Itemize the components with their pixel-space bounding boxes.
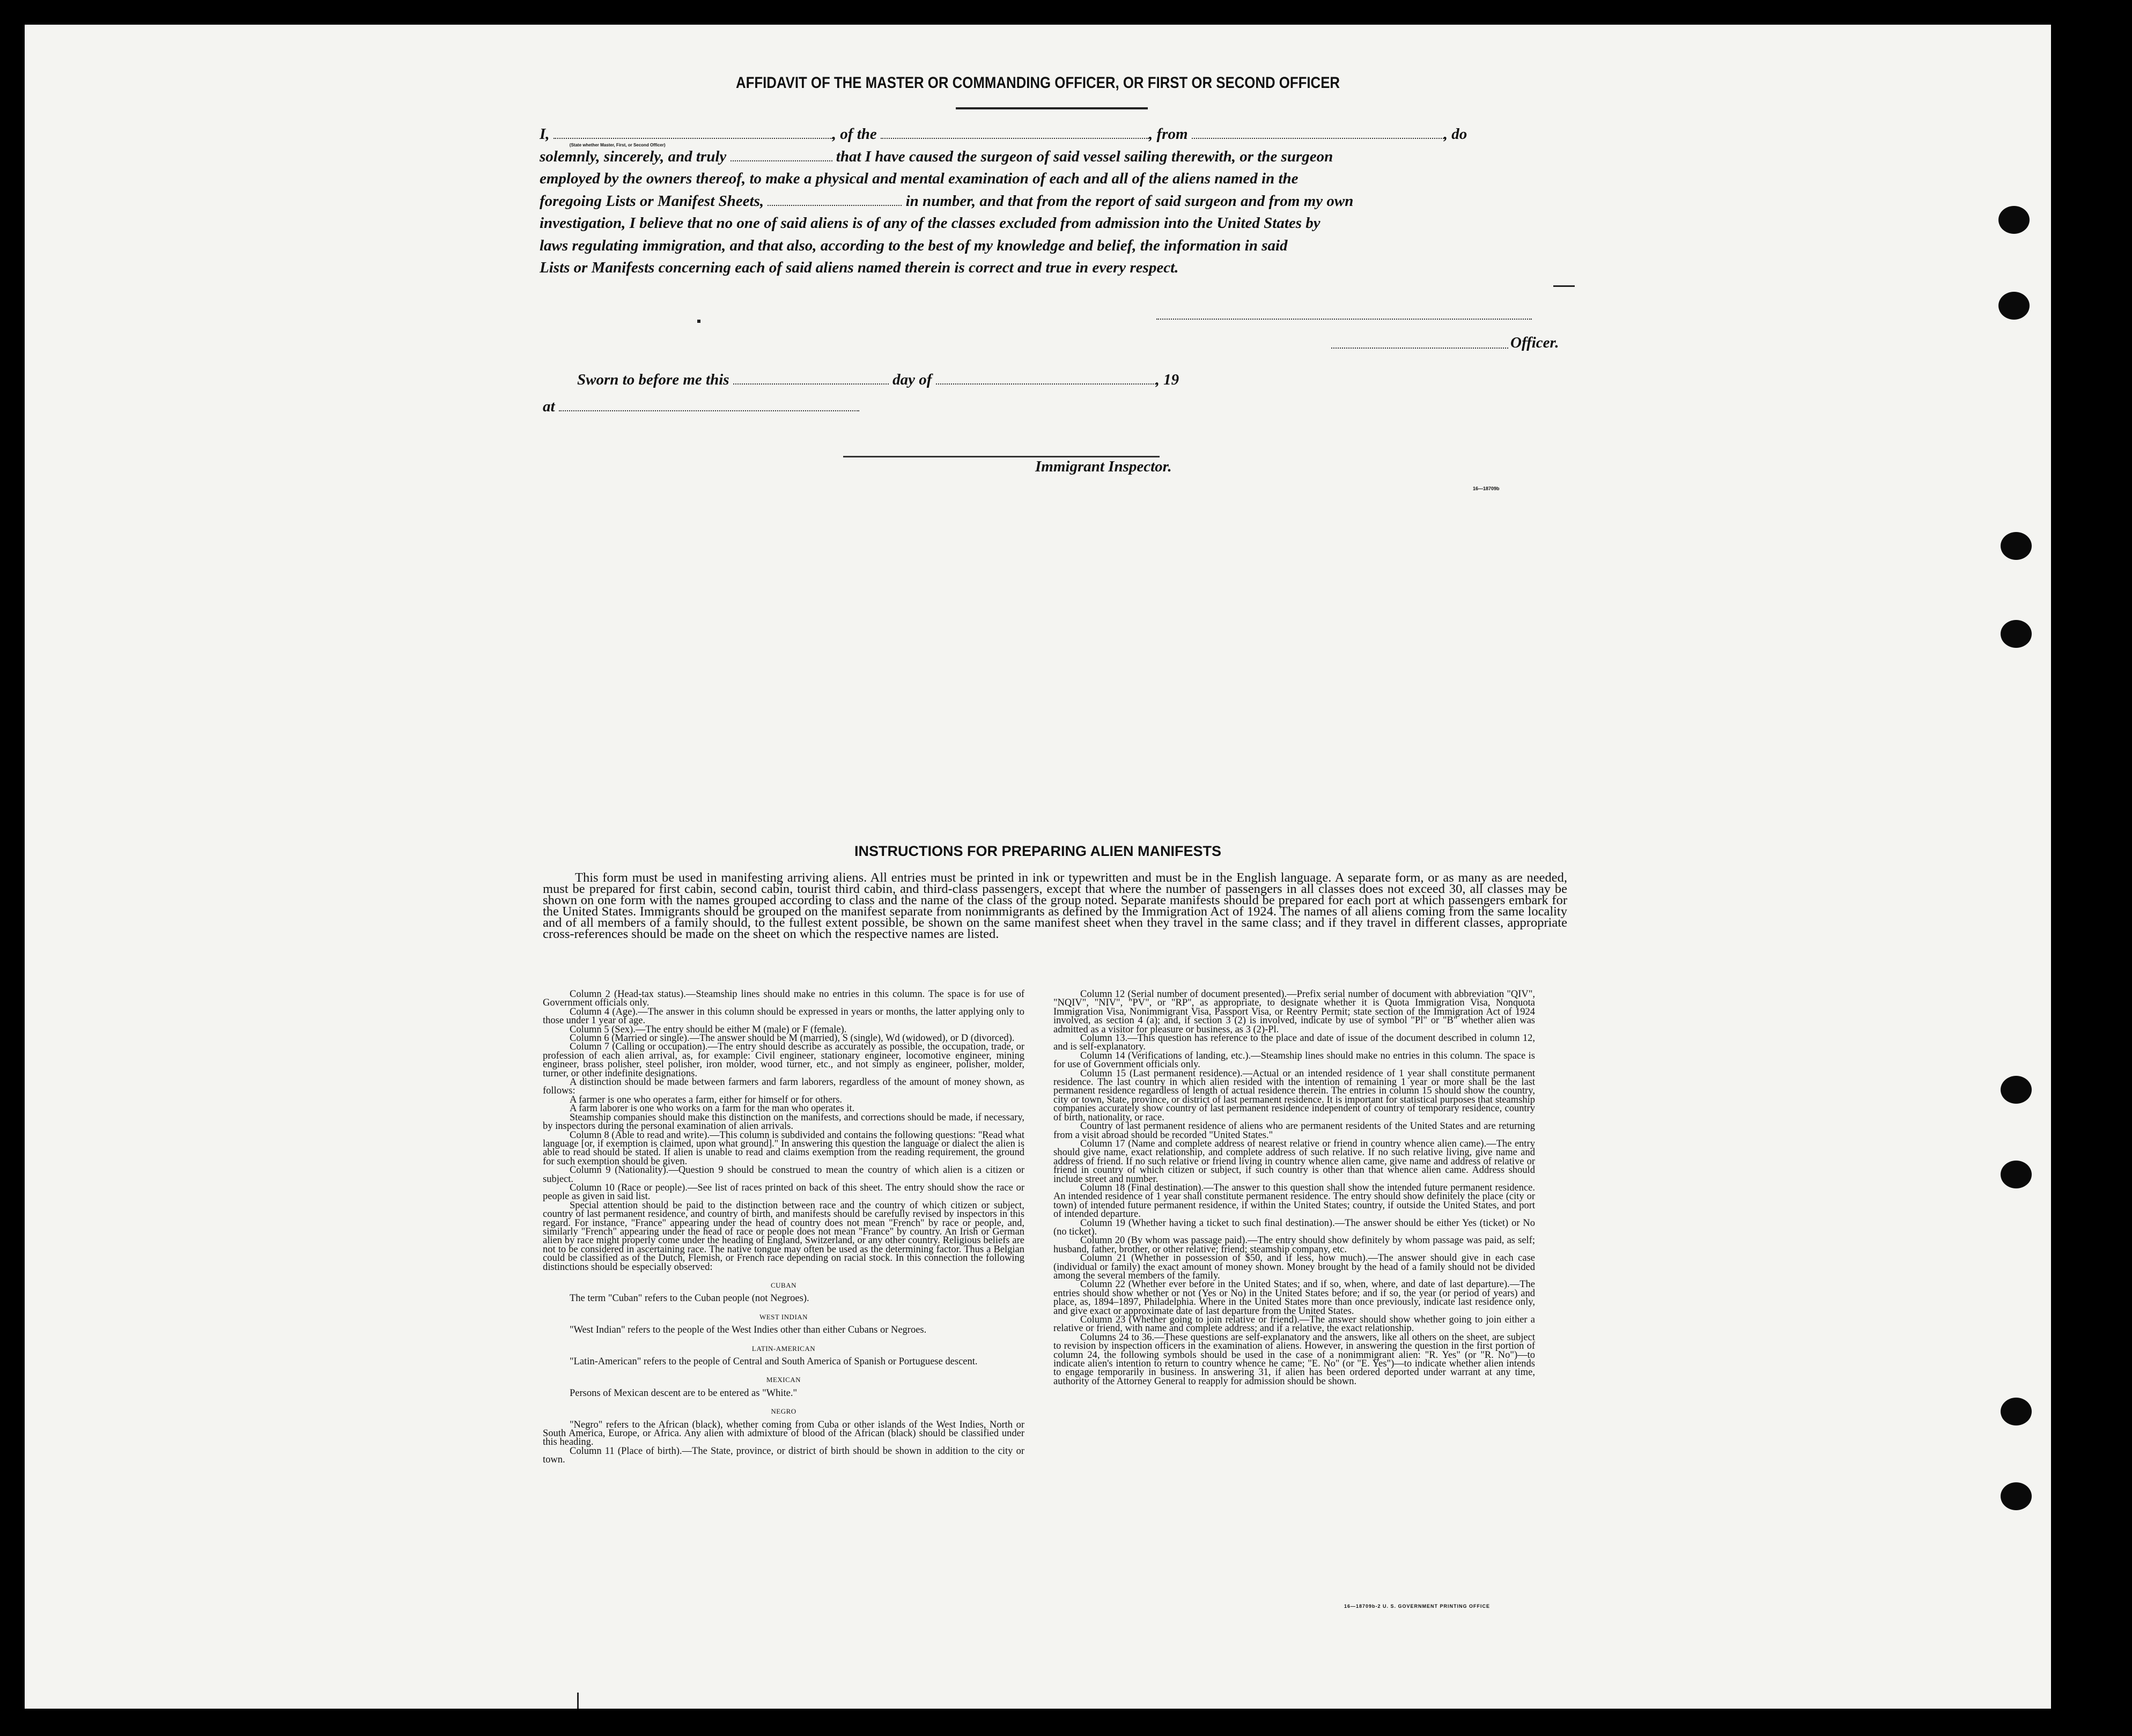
instruction-paragraph: Columns 24 to 36.—These questions are self-explanatory and the answers, like all others on the sheet, are subject to revision by inspection officers in the examination of aliens. However, in answering the question in the first portion of column 24, the following symbols should be used in the case of a nonimmigrant alien: "R. Yes" (or "R. No")—to indicate alien's intention to return to country whence he came; "E. No" (or "E. Yes")—to indicate whether alien intends to engage temporarily in business. In answering 31, if alien has been ordered deported under warrant at any time, authority of the Attorney General to reapply for admission should be shown.: [1053, 1332, 1535, 1387]
instruction-paragraph: Column 20 (By whom was passage paid).—The entry should show definitely by whom passage was paid, as self; husband, father, brother, or other relative; friend; steamship company, etc.: [1053, 1235, 1535, 1255]
footer-code: 16—18709b-2 U. S. GOVERNMENT PRINTING OFFICE: [1344, 1604, 1491, 1609]
instruction-paragraph: Persons of Mexican descent are to be entered as "White.": [570, 1387, 798, 1399]
instruction-paragraph: Column 2 (Head-tax status).—Steamship lines should make no entries in this column. The space is for use of Government officials only.: [543, 989, 1024, 1009]
section-heading-cuban: CUBAN: [770, 1281, 796, 1289]
instruction-paragraph: A distinction should be made between farmers and farm laborers, regardless of the amount of money shown, as follows:: [543, 1077, 1024, 1097]
instruction-paragraph: Steamship companies should make this distinction on the manifests, and corrections should be made, if necessary, by inspectors during the personal examination of alien arrivals.: [543, 1112, 1024, 1132]
affidavit-text-fragment: that I have caused the surgeon of said vessel sailing therewith, or the surgeon: [836, 147, 1333, 165]
sworn-month-blank[interactable]: [936, 369, 1156, 385]
affidavit-line-1: [540, 123, 1585, 146]
instruction-paragraph: Column 23 (Whether going to join relative or friend).—The answer should show whether going to join either a relative or friend, with name and complete address; and if a relative, the exact relationship.: [1053, 1314, 1535, 1334]
instruction-paragraph: Column 5 (Sex).—The entry should be either M (male) or F (female).: [570, 1024, 847, 1035]
instruction-paragraph: Column 18 (Final destination).—The answer to this question shall show the intended future permanent residence. An intended residence of 1 year shall constitute permanent residence. The entry should show definitely the place (city or town) of intended future permanent residence, if within the United States; country, if outside the United States, and port of intended departure.: [1053, 1182, 1535, 1220]
affidavit-line-7: Lists or Manifests concerning each of said aliens named therein is correct and true in every respect.: [540, 259, 1179, 276]
place-blank[interactable]: [559, 396, 859, 411]
punch-hole: [1998, 292, 2030, 320]
instruction-paragraph: Column 17 (Name and complete address of nearest relative or friend in country whence alien came).—The entry should give name, exact relationship, and complete address of such relative. If no such relative living, give name and address of friend. If no such relative or friend living in country whence alien came, give name and address of relative or friend in country of which citizen or subject, if such country is other than that whence alien came. Address should include street and number.: [1053, 1138, 1535, 1185]
at-line: [543, 396, 859, 416]
affidavit-text-fragment: , do: [1443, 125, 1467, 143]
instruction-paragraph: Column 4 (Age).—The answer in this column should be expressed in years or months, the latter applying only to those under 1 year of age.: [543, 1006, 1024, 1026]
instruction-paragraph: Column 9 (Nationality).—Question 9 should be construed to mean the country of which alien is a citizen or subject.: [543, 1165, 1024, 1185]
document-page: [25, 25, 2051, 1709]
instructions-intro: This form must be used in manifesting arriving aliens. All entries must be printed in ink or typewritten and must be in the English language. A separate form, or as many as are needed, must be prepared for first cabin, second cabin, tourist third cabin, and third-class passengers, except that where the number of passengers in all classes does not exceed 30, all classes may be shown on one form with the names grouped according to class and the name of the class of the group noted. Separate manifests should be prepared for each port at which passengers embark for the United States. Immigrants should be grouped on the manifest separate from nonimmigrants as defined by the Immigration Act of 1924. The names of all aliens coming from the same locality and of all members of a family should, to the fullest extent possible, be shown on the same manifest sheet when they travel in the same class; and if they travel in different classes, appropriate cross-references should be made on the sheet on which the respective names are listed.: [543, 870, 1567, 941]
swear-blank[interactable]: [731, 146, 832, 161]
sworn-day-blank[interactable]: [733, 369, 889, 385]
instructions-left-column: [543, 990, 1024, 1465]
officer-label: Officer.: [1510, 334, 1559, 351]
instruction-paragraph: Column 13.—This question has reference to the place and date of issue of the document described in column 12, and is self-explanatory.: [1053, 1033, 1535, 1053]
instruction-paragraph: Column 11 (Place of birth).—The State, province, or district of birth should be shown in addition to the city or town.: [543, 1445, 1024, 1466]
sworn-line: [577, 369, 1179, 389]
instruction-paragraph: The term "Cuban" refers to the Cuban people (not Negroes).: [570, 1293, 809, 1304]
section-heading-latin-american: LATIN-AMERICAN: [751, 1344, 816, 1353]
affidavit-title: AFFIDAVIT OF THE MASTER OR COMMANDING OFFICER, OR FIRST OR SECOND OFFICER: [735, 74, 1340, 92]
section-heading-mexican: MEXICAN: [766, 1376, 801, 1384]
affidavit-line-2: [540, 146, 1585, 168]
punch-hole: [2001, 532, 2032, 560]
instruction-paragraph: Column 6 (Married or single).—The answer should be M (married), S (single), Wd (widowed), or D (divorced).: [570, 1033, 1015, 1044]
affidavit-text-fragment: solemnly, sincerely, and truly: [540, 147, 727, 165]
instruction-paragraph: Country of last permanent residence of aliens who are permanent residents of the United States and are returning from a visit abroad should be recorded "United States.": [1053, 1121, 1535, 1141]
instruction-paragraph: Column 8 (Able to read and write).—This column is subdivided and contains the following questions: "Read what language [or, if exemption is claimed, upon what ground]." In answering this question the language or dialect the alien is able to read should be stated. If alien is unable to read and claims exemption from the reading requirement, the ground for such exemption should be given.: [543, 1129, 1024, 1167]
affidavit-text-fragment: foregoing Lists or Manifest Sheets,: [540, 192, 764, 210]
affidavit-text-fragment: in number, and that from the report of said surgeon and from my own: [905, 192, 1354, 210]
instruction-paragraph: Special attention should be paid to the distinction between race and the country of which citizen or subject, country of last permanent residence, and country of birth, and manifests should be carefully revised by inspectors in this regard. For instance, "France" appearing under the head of country does not mean "French" by race or people, and, similarly "French" appearing under the head of race or people does not mean "France" by country. An Irish or German alien by race might properly come under the heading of England, Switzerland, or any other country. Religious beliefs are not to be considered in ascertaining race. The native tongue may often be used as the determining factor. Thus a Belgian could be classified as of the Dutch, Flemish, or French race depending on racial stock. In this connection the following distinctions should be especially observed:: [543, 1200, 1024, 1273]
sworn-text: day of: [892, 371, 932, 388]
stray-mark: [577, 1693, 579, 1709]
sworn-text: , 19: [1155, 371, 1179, 388]
instruction-paragraph: Column 19 (Whether having a ticket to such final destination).—The answer should be either Yes (ticket) or No (no ticket).: [1053, 1217, 1535, 1237]
sworn-text: Sworn to before me this: [577, 371, 729, 388]
punch-hole: [2001, 1076, 2032, 1104]
affidavit-body: [540, 123, 1585, 279]
section-heading-west-indian: WEST INDIAN: [759, 1312, 808, 1321]
instruction-paragraph: Column 12 (Serial number of document presented).—Prefix serial number of document with abbreviation "QIV", "NQIV", "NIV", "PV", or "RP", as appropriate, to designate whether it is Quota Immigration Visa, Nonquota Immigration Visa, Nonimmigrant Visa, Passport Visa, or Reentry Permit; state section of the Immigration Act of 1924 involved, as section 4 (a); and, if section 3 (2) is involved, indicate by use of symbol "Pl" or "B" whether alien was admitted as a visitor for pleasure or business, as 3 (2)-Pl.: [1053, 989, 1535, 1035]
instruction-paragraph: Column 14 (Verifications of landing, etc.).—Steamship lines should make no entries in this column. The space is for use of Government officials only.: [1053, 1050, 1535, 1070]
stray-mark: [697, 320, 700, 323]
punch-hole: [2001, 1161, 2032, 1188]
instruction-paragraph: Column 7 (Calling or occupation).—The entry should describe as accurately as possible, the occupation, trade, or profession of each alien arrival, as, for example: Civil engineer, stationary engineer, locomotive engineer, mining engineer, brass polisher, steel polisher, iron molder, wood turner, etc., and not simply as engineer, polisher, molder, turner, or other indefinite designations.: [543, 1041, 1024, 1079]
affidavit-text-fragment: , from: [1149, 125, 1188, 143]
affidavit-text-fragment: , of the: [832, 125, 877, 143]
instruction-paragraph: Column 21 (Whether in possession of $50, and if less, how much).—The answer should give in each case (individual or family) the exact amount of money shown. Money brought by the head of a family should not be divided among the several members of the family.: [1053, 1253, 1535, 1281]
instruction-paragraph: "Negro" refers to the African (black), whether coming from Cuba or other islands of the West Indies, North or South America, Europe, or Africa. Any alien with admixture of blood of the African (black) should be classified under this heading.: [543, 1419, 1024, 1448]
punch-hole: [2001, 620, 2032, 648]
instruction-paragraph: Column 22 (Whether ever before in the United States; and if so, when, where, and date of last departure).—The entries should show whether or not (Yes or No) in the United States before; and if so, the year (or period of years) and place, as, 1894–1897, Philadelphia. Where in the United States more than once previously, indicate last residence only, and give exact or approximate date of last departure from the United States.: [1053, 1279, 1535, 1317]
instruction-paragraph: A farm laborer is one who works on a farm for the man who operates it.: [570, 1103, 855, 1114]
instruction-paragraph: "West Indian" refers to the people of the West Indies other than either Cubans or Negroes.: [570, 1325, 927, 1336]
officer-title-line[interactable]: [1331, 348, 1508, 349]
at-label: at: [543, 398, 555, 415]
title-rule: [956, 107, 1148, 109]
alien-count-blank[interactable]: [768, 190, 902, 206]
instruction-paragraph: Column 15 (Last permanent residence).—Actual or an intended residence of 1 year shall constitute permanent residence. The last country in which alien resided with the intention of remaining 1 year or more shall be the last permanent residence regardless of length of actual residence therein. The entries in column 15 should show the country, city or town, State, province, or district of last permanent residence. It is important for statistical purposes that steamship companies accurately show country of last permanent residence independent of country of temporary residence, country of birth, nationality, or race.: [1053, 1068, 1535, 1123]
instructions-title: INSTRUCTIONS FOR PREPARING ALIEN MANIFESTS: [854, 843, 1222, 859]
affidavit-line-3: employed by the owners thereof, to make a physical and mental examination of each and all of the aliens named in the: [540, 170, 1299, 187]
affidavit-line-5: investigation, I believe that no one of said aliens is of any of the classes excluded from admission into the United States by: [540, 215, 1320, 232]
stray-mark: [1553, 285, 1575, 287]
punch-hole: [1998, 206, 2030, 234]
punch-hole: [2001, 1398, 2032, 1425]
officer-rank-blank[interactable]: [554, 123, 832, 147]
vessel-name-blank[interactable]: [881, 123, 1149, 139]
instruction-paragraph: "Latin-American" refers to the people of Central and South America of Spanish or Portuguese descent.: [570, 1356, 978, 1368]
affidavit-line-6: laws regulating immigration, and that also, according to the best of my knowledge and belief, the information in said: [540, 237, 1288, 254]
instruction-paragraph: Column 10 (Race or people).—See list of races printed on back of this sheet. The entry should show the race or people as given in said list.: [543, 1182, 1024, 1202]
officer-signature-line[interactable]: [1156, 319, 1532, 320]
affidavit-text-fragment: I,: [540, 125, 550, 143]
inspector-signature-line[interactable]: [843, 456, 1160, 457]
section-heading-negro: NEGRO: [771, 1407, 796, 1416]
instruction-paragraph: A farmer is one who operates a farm, either for himself or for others.: [570, 1094, 843, 1105]
port-from-blank[interactable]: [1192, 123, 1444, 139]
affidavit-line-4: [540, 190, 1585, 213]
form-code: 16—18709b: [1473, 486, 1500, 491]
instructions-right-column: [1053, 990, 1535, 1386]
inspector-label: Immigrant Inspector.: [1035, 458, 1172, 475]
punch-hole: [2001, 1482, 2032, 1510]
officer-rank-note: (State whether Master, First, or Second Officer): [569, 143, 666, 147]
